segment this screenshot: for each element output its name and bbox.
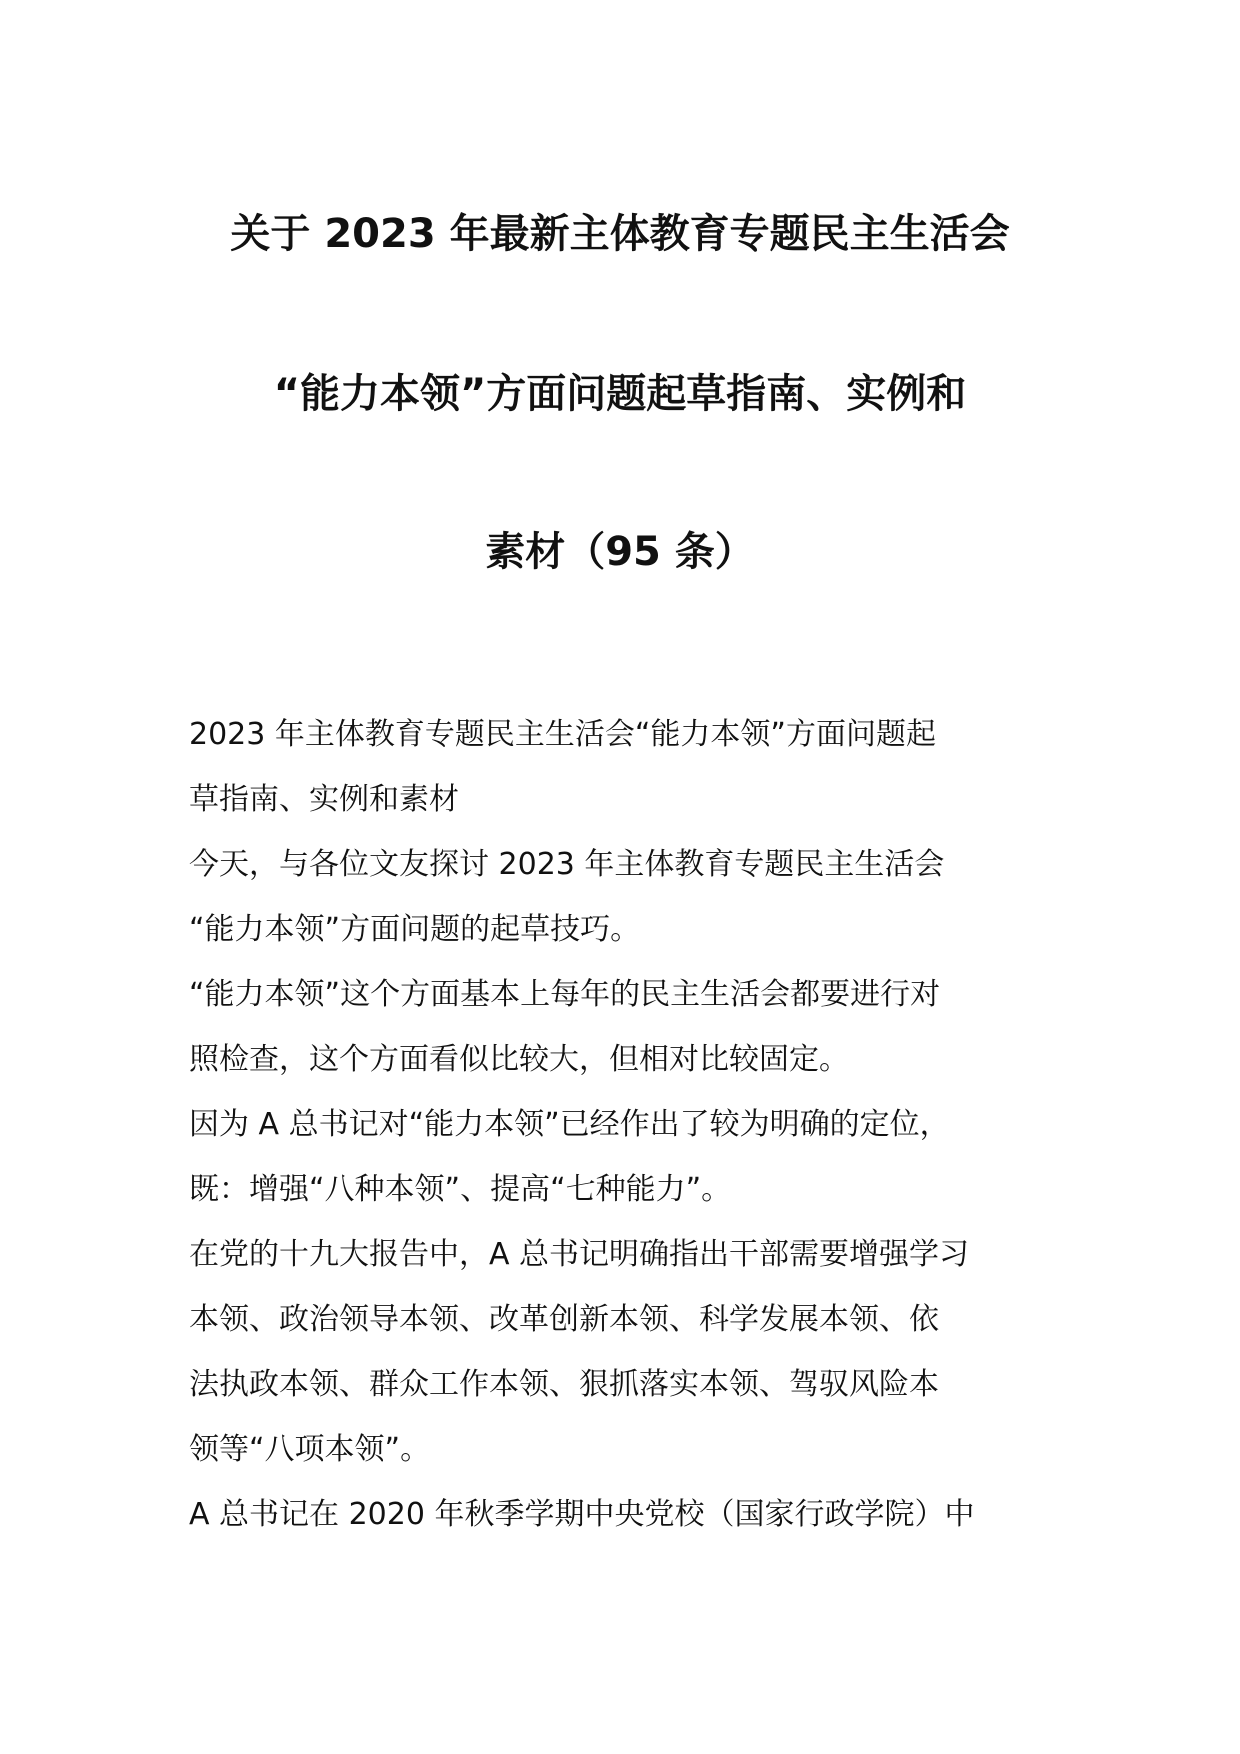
body-line: “能力本领”方面问题的起草技巧。 [189,912,641,947]
body-line: 照检查，这个方面看似比较大，但相对比较固定。 [189,1042,849,1077]
body-line: A 总书记在 2020 年秋季学期中央党校（国家行政学院）中 [189,1497,975,1532]
document-title-line-3: 素材（95 条） [485,529,755,575]
document-body [189,702,1089,1547]
body-line: 2023 年主体教育专题民主生活会“能力本领”方面问题起 [189,717,936,752]
body-line: “能力本领”这个方面基本上每年的民主生活会都要进行对 [189,977,941,1012]
body-line: 在党的十九大报告中，A 总书记明确指出干部需要增强学习 [189,1237,970,1272]
body-line: 本领、政治领导本领、改革创新本领、科学发展本领、依 [189,1302,939,1337]
body-line: 今天，与各位文友探讨 2023 年主体教育专题民主生活会 [189,847,945,882]
document-title-line-1: 关于 2023 年最新主体教育专题民主生活会 [230,211,1010,257]
document-title-line-2: “能力本领”方面问题起草指南、实例和 [273,371,967,417]
body-line: 因为 A 总书记对“能力本领”已经作出了较为明确的定位， [189,1107,950,1142]
body-line: 草指南、实例和素材 [189,782,459,817]
body-line: 法执政本领、群众工作本领、狠抓落实本领、驾驭风险本 [189,1367,939,1402]
body-line: 领等“八项本领”。 [189,1432,431,1467]
body-line: 既：增强“八种本领”、提高“七种能力”。 [189,1172,732,1207]
